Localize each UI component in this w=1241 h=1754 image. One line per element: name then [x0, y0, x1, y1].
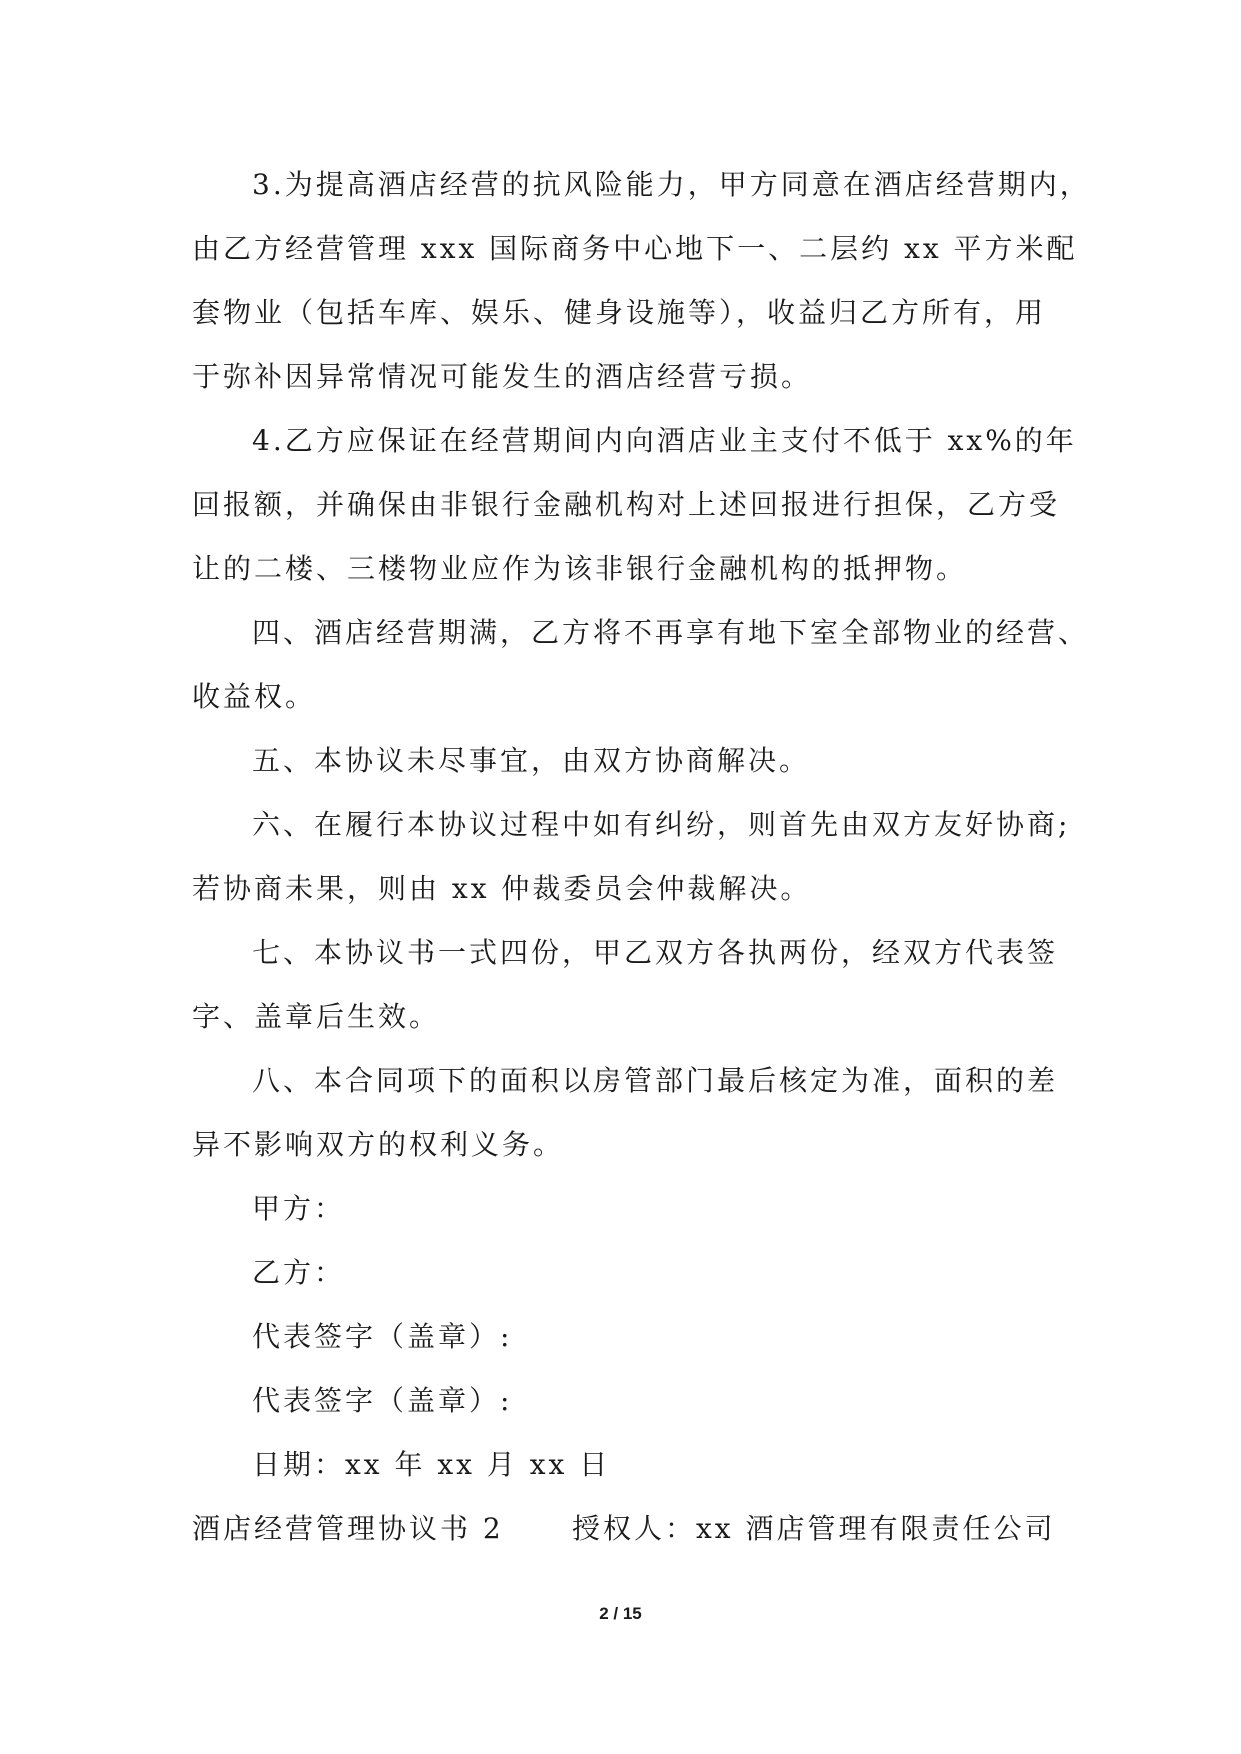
clause-5 — [192, 729, 1072, 793]
clause-6 — [192, 793, 1072, 921]
clause-4 — [192, 601, 1090, 729]
page-number: 2 / 15 — [599, 1604, 642, 1623]
authorizer-line: 授权人：xx 酒店管理有限责任公司 — [572, 1512, 1056, 1545]
text-line: 3.为提高酒店经营的抗风险能力，甲方同意在酒店经营期内， — [252, 168, 1091, 201]
clause-3-4 — [192, 409, 1077, 601]
text-line: 字、盖章后生效。 — [192, 1000, 441, 1033]
representative-signature-1: 代表签字（盖章）: — [252, 1320, 513, 1353]
text-line: 回报额，并确保由非银行金融机构对上述回报进行担保，乙方受 — [192, 488, 1061, 521]
text-line: 让的二楼、三楼物业应作为该非银行金融机构的抵押物。 — [192, 552, 968, 585]
representative-signature-2: 代表签字（盖章）: — [252, 1384, 513, 1417]
clause-8 — [192, 1049, 1072, 1177]
next-document-heading-row — [192, 1497, 1072, 1561]
clause-7 — [192, 921, 1072, 1049]
date-line: 日期：xx 年 xx 月 xx 日 — [252, 1448, 611, 1481]
party-b-label: 乙方： — [252, 1256, 346, 1289]
party-a-label: 甲方： — [252, 1192, 346, 1225]
text-line: 于弥补因异常情况可能发生的酒店经营亏损。 — [192, 360, 813, 393]
text-line: 由乙方经营管理 xxx 国际商务中心地下一、二层约 xx 平方米配 — [192, 232, 1078, 265]
text-line: 收益权。 — [192, 680, 317, 713]
document-body — [192, 153, 1091, 1561]
next-document-title: 酒店经营管理协议书 2 — [192, 1512, 504, 1545]
text-line: 五、本协议未尽事宜，由双方协商解决。 — [252, 744, 811, 777]
signature-block — [192, 1177, 1072, 1497]
clause-3-3 — [192, 153, 1091, 409]
text-line: 八、本合同项下的面积以房管部门最后核定为准，面积的差 — [252, 1064, 1059, 1097]
text-line: 异不影响双方的权利义务。 — [192, 1128, 565, 1161]
text-line: 4.乙方应保证在经营期间内向酒店业主支付不低于 xx%的年 — [252, 424, 1077, 457]
text-line: 六、在履行本协议过程中如有纠纷，则首先由双方友好协商; — [252, 808, 1071, 841]
text-line: 四、酒店经营期满，乙方将不再享有地下室全部物业的经营、 — [252, 616, 1090, 649]
text-line: 七、本协议书一式四份，甲乙双方各执两份，经双方代表签 — [252, 936, 1059, 969]
text-line: 套物业（包括车库、娱乐、健身设施等），收益归乙方所有，用 — [192, 296, 1047, 329]
text-line: 若协商未果，则由 xx 仲裁委员会仲裁解决。 — [192, 872, 812, 905]
